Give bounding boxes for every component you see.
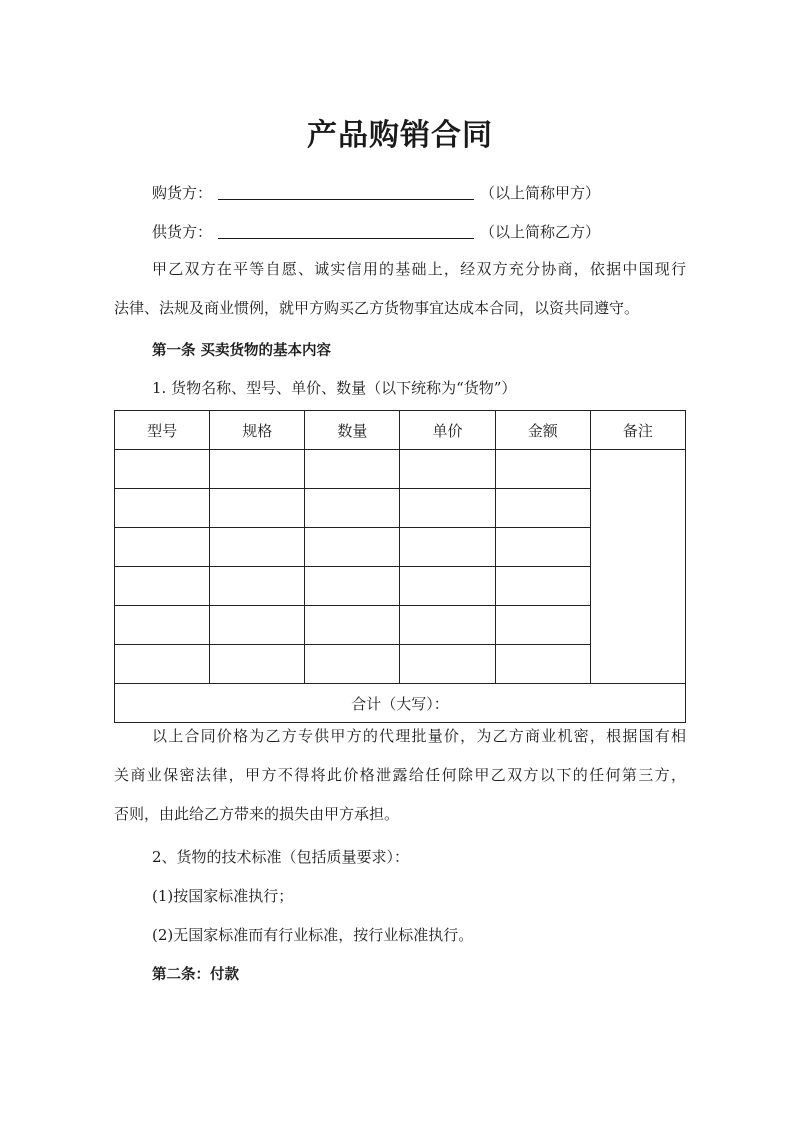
table-cell[interactable] xyxy=(305,645,400,684)
header-amount: 金额 xyxy=(495,411,590,450)
table-cell[interactable] xyxy=(400,450,495,489)
table-cell[interactable] xyxy=(210,645,305,684)
table-cell[interactable] xyxy=(305,489,400,528)
buyer-suffix: （以上简称甲方） xyxy=(480,184,601,202)
table-cell[interactable] xyxy=(495,528,590,567)
item-2-label: 2、货物的技术标准（包括质量要求）： xyxy=(152,848,410,866)
table-cell[interactable] xyxy=(210,489,305,528)
item-2-b: (2)无国家标准而有行业标准，按行业标准执行。 xyxy=(152,926,474,944)
header-unit-price: 单价 xyxy=(400,411,495,450)
article-2-heading: 第二条：付款 xyxy=(152,967,239,983)
seller-blank-field[interactable] xyxy=(218,224,474,239)
item-2-a: (1)按国家标准执行； xyxy=(152,887,294,905)
table-cell[interactable] xyxy=(400,528,495,567)
buyer-line xyxy=(152,182,600,203)
header-remarks: 备注 xyxy=(590,411,685,450)
table-cell[interactable] xyxy=(115,450,210,489)
seller-label: 供货方： xyxy=(152,223,213,241)
seller-line xyxy=(152,221,600,242)
table-cell[interactable] xyxy=(305,567,400,606)
seller-suffix: （以上简称乙方） xyxy=(480,223,601,241)
table-header-row xyxy=(115,411,686,450)
price-paragraph xyxy=(114,717,686,834)
table-cell[interactable] xyxy=(400,645,495,684)
header-quantity: 数量 xyxy=(305,411,400,450)
total-label[interactable]: 合计（大写）： xyxy=(115,684,686,723)
table-cell[interactable] xyxy=(495,606,590,645)
table-cell[interactable] xyxy=(495,489,590,528)
table-cell[interactable] xyxy=(400,606,495,645)
table-cell[interactable] xyxy=(305,450,400,489)
table-cell[interactable] xyxy=(210,450,305,489)
remarks-cell[interactable] xyxy=(590,450,685,684)
table-cell[interactable] xyxy=(495,567,590,606)
price-line-1: 以上合同价格为乙方专供甲方的代理批量价，为乙方商业机密，根据国有相 xyxy=(152,727,686,745)
table-cell[interactable] xyxy=(495,645,590,684)
table-cell[interactable] xyxy=(115,489,210,528)
table-cell[interactable] xyxy=(210,567,305,606)
intro-line-2: 法律、法规及商业惯例，就甲方购买乙方货物事宜达成本合同，以资共同遵守。 xyxy=(114,299,640,317)
buyer-blank-field[interactable] xyxy=(218,185,474,200)
table-cell[interactable] xyxy=(495,450,590,489)
price-line-3: 否则，由此给乙方带来的损失由甲方承担。 xyxy=(114,805,400,823)
intro-line-1: 甲乙双方在平等自愿、诚实信用的基础上，经双方充分协商，依据中国现行 xyxy=(152,260,686,278)
intro-paragraph xyxy=(114,250,686,328)
table-cell[interactable] xyxy=(115,528,210,567)
page-title: 产品购销合同 xyxy=(307,118,493,153)
table-row xyxy=(115,450,686,489)
table-cell[interactable] xyxy=(210,606,305,645)
header-spec: 规格 xyxy=(210,411,305,450)
table-cell[interactable] xyxy=(115,567,210,606)
header-model: 型号 xyxy=(115,411,210,450)
table-cell[interactable] xyxy=(115,645,210,684)
buyer-label: 购货方： xyxy=(152,184,213,202)
table-cell[interactable] xyxy=(305,606,400,645)
table-cell[interactable] xyxy=(400,489,495,528)
table-cell[interactable] xyxy=(305,528,400,567)
item-1-label: 1. 货物名称、型号、单价、数量（以下统称为“货物”） xyxy=(152,379,517,397)
price-line-2: 关商业保密法律，甲方不得将此价格泄露给任何除甲乙双方以下的任何第三方， xyxy=(114,766,686,784)
table-cell[interactable] xyxy=(210,528,305,567)
table-cell[interactable] xyxy=(115,606,210,645)
table-cell[interactable] xyxy=(400,567,495,606)
goods-table xyxy=(114,410,686,723)
article-1-heading: 第一条 买卖货物的基本内容 xyxy=(152,343,332,359)
